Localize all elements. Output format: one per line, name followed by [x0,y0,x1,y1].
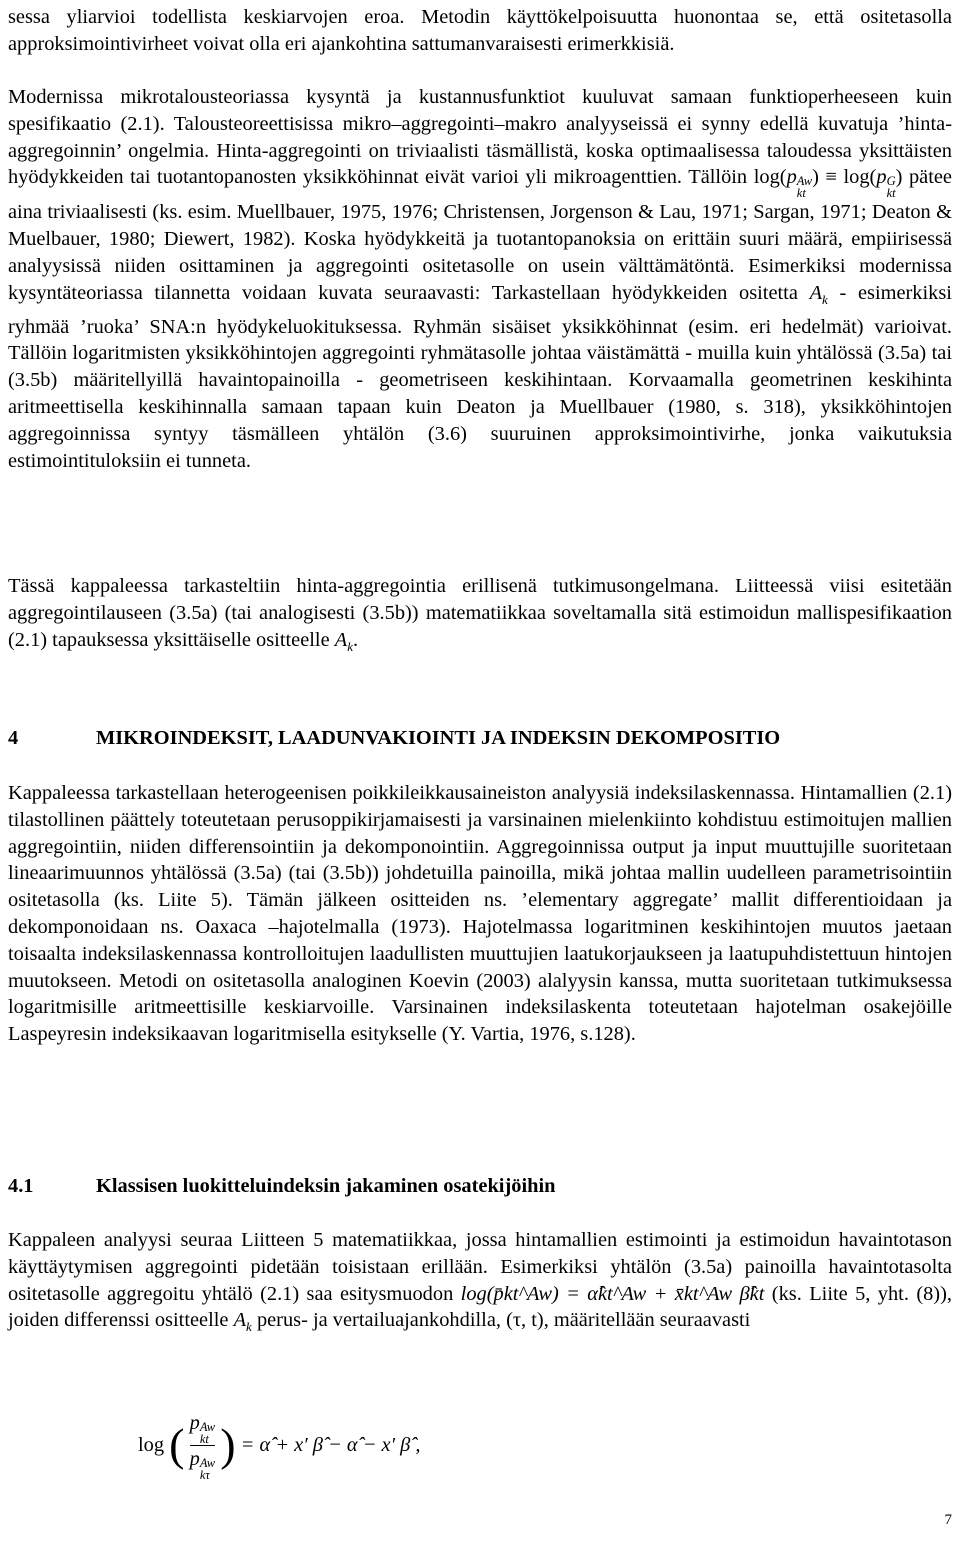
paragraph-summary: Tässä kappaleessa tarkasteltiin hinta-aggregointia erillisenä tutkimusongelmana. Liitteessä viisi esitetään aggregointilauseen (3.5a) (tai analogisesti (3.5b)) matematiikkaa soveltamalla sitä estimoidun mallispesifikaation (2.1) tapauksessa yksittäiselle ositteelle $A_k$. [8,575,952,654]
paragraph-intro: sessa yliarvioi todellista keskiarvojen eroa. Metodin käyttökelpoisuutta huonontaa se, että ositetasolla approksimointivirheet voivat olla eri ajankohtina sattumanvaraisesti erimerkkisiä. [8,6,952,55]
inline-symbol-A: A [809,281,823,304]
section-heading-4-1: 4.1 Klassisen luokitteluindeksin jakaminen osatekijöihin [8,1175,556,1197]
page-number: 7 [944,1512,952,1528]
paragraph-text: Modernissa mikrotalousteoriassa kysyntä ja kustannusfunktiot kuuluvat samaan funktioperheeseen kuin spesifikaatio (2.1). Talousteoreettisissa mikro–aggregointi–makro analyyseissä ei synny edellä kuvatuja ’hinta-aggregoinnin’ ongelmia. Hinta-aggregointi on triviaalisti täsmällistä, koska optimaalisessa taloudessa yksittäisten hyödykkeiden tai tuotantopanosten yksikköhinnat eivät varioi yli mikroagenttien. Tällöin [8,86,952,189]
paragraph-text-3: - esimerkiksi ryhmää ’ruoka’ SNA:n hyödykeluokituksessa. Ryhmän sisäiset yksikköhinnat (esim. eri hedelmät) varioivat. Tällöin logaritmisten yksikköhintojen aggregointi ryhmätasolle johtaa väistämättä - muilla kuin yhtälössä (3.5a) tai (3.5b) määritellyillä havaintopainoilla - geometriseen keskihintaan. Korvaamalla geometrinen keskihinta aritmeettisella keskihinnalla samaan tapaan kuin Deaton ja Muellbauer (1980, s. 318), yksikköhintojen aggregoinnissa syntyy täsmälleen yhtälön (3.6) suuruinen approksimointivirhe, jonka vaikutuksia estimointituloksiin ei tunneta. [8,281,952,472]
inline-equation-aggregated: log(p̄kt^Aw) = α̂kt^Aw + x̄kt^Aw β̂kt [460,1282,765,1305]
display-equation-log-difference: log ( p Aw kt p Aw kτ ) = α̂ + x′ β̂ − α̂ − x′ β̂ , [138,1412,421,1482]
paragraph-text-2: pätee aina triviaalisesti (ks. esim. Muellbauer, 1975, 1976; Christensen, Jorgenson & Lau, 1971; Sargan, 1971; Deaton & Muelbauer, 1980; Diewert, 1982). Koska hyödykkeitä ja tuotantopanoksia on erittäin suuri määrä, empiirisessä analyysissä niiden osittaminen ja aggregointi ositetasolle on usein välttämätöntä. Esimerkiksi modernissa kysyntäteoriassa tilannetta voidaan kuvata seuraavasti: Tarkastellaan hyödykkeiden ositetta [8,166,952,304]
inline-equation-log-identity: log(p Aw kt ) ≡ log(p G kt ) [753,166,903,201]
paragraph-section-4-1: Kappaleen analyysi seuraa Liitteen 5 matematiikkaa, jossa hintamallien estimointi ja estimoidun havaintotason käyttäytymisen aggregointi pidetään toisistaan erillään. Esimerkiksi yhtälön (3.5a) painoilla havaintotasolta ositetasolle aggregoitu yhtälö (2.1) saa esitysmuodon log(p̄kt^Aw) = α̂kt^Aw + x̄kt^Aw β̂kt (ks. Liite 5, yht. (8)), joiden differenssi ositteelle $A_k$ perus- ja vertailuajankohdilla, (τ, t), määritellään seuraavasti [8,1229,952,1335]
paragraph-section-4: Kappaleessa tarkastellaan heterogeenisen poikkileikkausaineiston analyysiä indeksilaskennassa. Hintamallien (2.1) tilastollinen päättely toteutetaan perusoppikirjamaisesti ja varsinainen mielenkiinto kohdistuu estimoitujen mallien aggregointiin, niiden differensointiin ja dekomponointiin. Aggregoinnissa output ja input muuttujille suoritetaan lineaarimuunnos yhtälössä (3.5a) (tai (3.5b)) johdetuilla painoilla, mikä johtaa mallin uudelleen parametrisointiin ositetasolla (ks. Liite 5). Tämän jälkeen ositteiden ns. ’elementary aggregate’ mallit differentioidaan ja dekomponoidaan ns. Oaxaca –hajotelmalla (1973). Hajotelmassa logaritminen keskihintojen muutos jaetaan toisaalta indeksilaskennassa kontrolloitujen laadullisten muuttujien laatukorjaukseen ja laatupuhdistettuun hintojen muutokseen. Metodi on ositetasolla analoginen Koevin (2003) alalyysin kanssa, mutta suoritetaan tutkimuksessa logaritmisille aritmeettisille keskiarvoille. Varsinainen indeksilaskenta toteutetaan hajotelman osakejöille Laspeyresin indeksikaavan logaritmisella esitykselle (Y. Vartia, 1976, s.128). [8,782,952,1046]
paragraph-price-aggregation: Modernissa mikrotalousteoriassa kysyntä ja kustannusfunktiot kuuluvat samaan funktioperheeseen kuin spesifikaatio (2.1). Talousteoreettisissa mikro–aggregointi–makro analyyseissä ei synny edellä kuvatuja ’hinta-aggregoinnin’ ongelmia. Hinta-aggregointi on triviaalisti täsmällistä, koska optimaalisessa taloudessa yksittäisten hyödykkeiden tai tuotantopanosten yksikköhinnat eivät varioi yli mikroagenttien. Tällöin log(p Aw kt ) ≡ log(p G kt ) pätee aina triviaalisesti (ks. esim. Muellbauer, 1975, 1976; Christensen, Jorgenson & Lau, 1971; Sargan, 1971; Deaton & Muelbauer, 1980; Diewert, 1982). Koska hyödykkeitä ja tuotantopanoksia on erittäin suuri määrä, empiirisessä analyysissä niiden osittaminen ja aggregointi ositetasolle on usein välttämätöntä. Esimerkiksi modernissa kysyntäteoriassa tilannetta voidaan kuvata seuraavasti: Tarkastellaan hyödykkeiden ositetta $A_k$ - esimerkiksi ryhmää ’ruoka’ SNA:n hyödykeluokituksessa. Ryhmän sisäiset yksikköhinnat (esim. eri hedelmät) varioivat. Tällöin logaritmisten yksikköhintojen aggregointi ryhmätasolle johtaa väistämättä - muilla kuin yhtälössä (3.5a) tai (3.5b) määritellyillä havaintopainoilla - geometriseen keskihintaan. Korvaamalla geometrinen keskihinta aritmeettisella keskihinnalla samaan tapaan kuin Deaton ja Muellbauer (1980, s. 318), yksikköhintojen aggregoinnissa syntyy täsmälleen yhtälön (3.6) suuruinen approksimointivirhe, jonka vaikutuksia estimointituloksiin ei tunneta. [8,86,952,472]
section-heading-4: 4 MIKROINDEKSIT, LAADUNVAKIOINTI JA INDEKSIN DEKOMPOSITIO [8,727,781,749]
